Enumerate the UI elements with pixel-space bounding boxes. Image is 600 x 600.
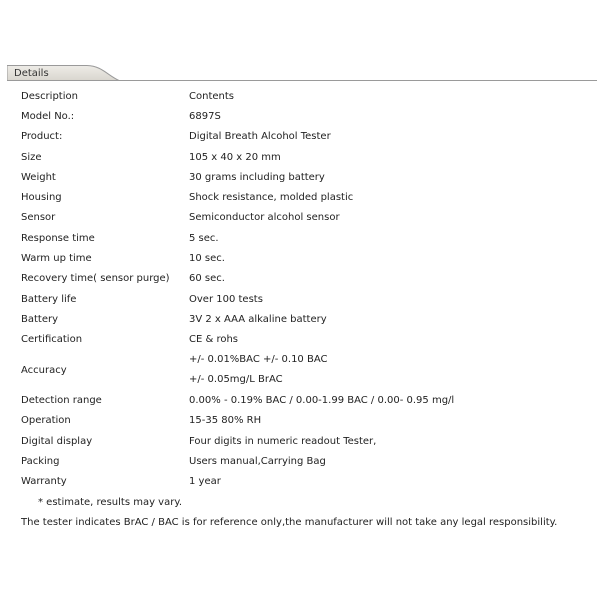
spec-row-housing bbox=[21, 187, 581, 207]
spec-value: CE & rohs bbox=[189, 334, 239, 346]
spec-row-accuracy bbox=[21, 350, 581, 391]
spec-label: Warm up time bbox=[21, 253, 92, 265]
spec-value: 6897S bbox=[189, 110, 221, 122]
tab-shape bbox=[7, 65, 597, 82]
spec-value: 5 sec. bbox=[189, 232, 219, 244]
spec-value: 105 x 40 x 20 mm bbox=[189, 151, 281, 163]
spec-label: Size bbox=[21, 151, 42, 163]
spec-label: Description bbox=[21, 90, 78, 102]
spec-row-warm-up-time bbox=[21, 248, 581, 268]
spec-row-response-time bbox=[21, 228, 581, 248]
details-tab-label[interactable]: Details bbox=[14, 68, 49, 79]
spec-value: Digital Breath Alcohol Tester bbox=[189, 131, 331, 143]
spec-label: Battery life bbox=[21, 293, 77, 305]
spec-row-battery bbox=[21, 309, 581, 329]
estimate-footnote: * estimate, results may vary. bbox=[38, 497, 183, 508]
spec-row-description bbox=[21, 86, 581, 106]
spec-value: Shock resistance, molded plastic bbox=[189, 192, 354, 204]
spec-row-certification bbox=[21, 330, 581, 350]
spec-row-model bbox=[21, 106, 581, 126]
spec-row-size bbox=[21, 147, 581, 167]
spec-value: Over 100 tests bbox=[189, 293, 263, 305]
spec-label: Response time bbox=[21, 232, 95, 244]
details-tab-bar bbox=[7, 65, 597, 82]
spec-row-recovery-time bbox=[21, 269, 581, 289]
spec-row-warranty bbox=[21, 472, 581, 492]
spec-row-packing bbox=[21, 451, 581, 471]
spec-value: 0.00% - 0.19% BAC / 0.00-1.99 BAC / 0.00- 0.95 mg/l bbox=[189, 395, 455, 407]
spec-row-weight bbox=[21, 167, 581, 187]
spec-row-battery-life bbox=[21, 289, 581, 309]
spec-value: 60 sec. bbox=[189, 273, 225, 285]
spec-value: Four digits in numeric readout Tester, bbox=[189, 435, 377, 447]
spec-label: Model No.: bbox=[21, 110, 75, 122]
spec-label: Certification bbox=[21, 334, 83, 346]
spec-value: 15-35 80% RH bbox=[189, 415, 262, 427]
spec-row-operation bbox=[21, 411, 581, 431]
spec-row-product bbox=[21, 127, 581, 147]
spec-label: Product: bbox=[21, 131, 63, 143]
accuracy-bac-value: +/- 0.01%BAC +/- 0.10 BAC bbox=[189, 353, 328, 365]
spec-label: Housing bbox=[21, 192, 62, 204]
legal-disclaimer: The tester indicates BrAC / BAC is for reference only,the manufacturer will not take any legal responsibility. bbox=[21, 517, 558, 528]
spec-value: 1 year bbox=[189, 476, 221, 488]
spec-label: Accuracy bbox=[21, 364, 67, 376]
spec-row-detection-range bbox=[21, 390, 581, 410]
spec-value: 10 sec. bbox=[189, 253, 225, 265]
spec-value: 30 grams including battery bbox=[189, 171, 325, 183]
spec-value: Semiconductor alcohol sensor bbox=[189, 212, 340, 224]
spec-label: Digital display bbox=[21, 435, 93, 447]
spec-label: Warranty bbox=[21, 476, 67, 488]
accuracy-brac-value: +/- 0.05mg/L BrAC bbox=[189, 374, 283, 386]
spec-label: Weight bbox=[21, 171, 56, 183]
spec-table bbox=[21, 86, 581, 492]
spec-label: Recovery time( sensor purge) bbox=[21, 273, 170, 285]
accuracy-values bbox=[189, 350, 581, 391]
spec-value: Contents bbox=[189, 90, 234, 102]
spec-label: Packing bbox=[21, 455, 60, 467]
spec-value: Users manual,Carrying Bag bbox=[189, 455, 326, 467]
spec-value: 3V 2 x AAA alkaline battery bbox=[189, 313, 327, 325]
spec-label: Sensor bbox=[21, 212, 56, 224]
spec-label: Operation bbox=[21, 415, 71, 427]
spec-label: Detection range bbox=[21, 395, 102, 407]
spec-row-sensor bbox=[21, 208, 581, 228]
spec-label: Battery bbox=[21, 313, 59, 325]
spec-row-digital-display bbox=[21, 431, 581, 451]
